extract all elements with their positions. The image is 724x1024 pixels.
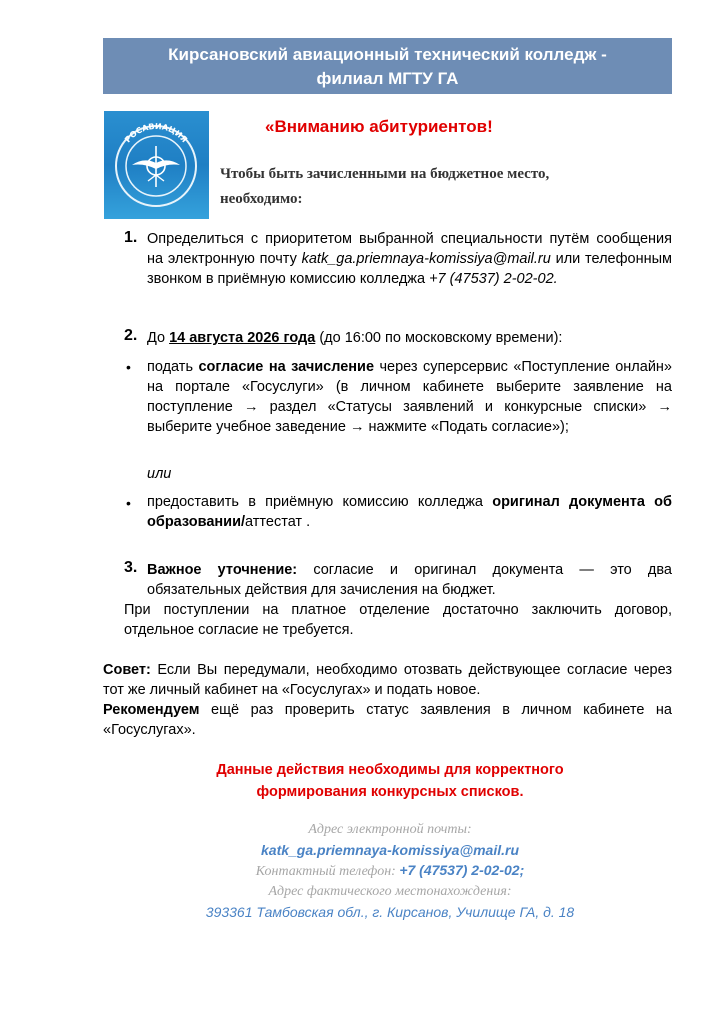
step1-text: Определиться с приоритетом выбранной специальности путём сообщения на электронную почту katk_ga.priemnaya-komissiya@mail.ru или телефонным звонком в приёмную комиссию колледжа +7 (47537) 2-02-02. [147,231,673,287]
bullet-1-text: подать согласие на зачисление через суперсервис «Поступление онлайн» на портале «Госуслуги» (в личном кабинете выберите заявление на поступление → раздел «Статусы заявлений и конкурсные списки» → выберите учебное заведение → нажмите «Подать согласие»); [147,359,672,435]
contact-address: 393361 Тамбовская обл., г. Кирсанов, Училище ГА, д. 18 [205,904,575,920]
logo-arc-text: РОСАВИАЦИЯ [123,121,189,145]
emblem-icon [104,111,209,219]
contact-email[interactable]: katk_ga.priemnaya-komissiya@mail.ru [261,842,519,858]
header-banner [103,38,672,94]
original-document-term: оригинал документа об образовании/ [147,494,672,530]
or-text: или [147,466,172,482]
step3-text: Важное уточнение: согласие и оригинал документа — это два обязательных действия для зачисления на бюджет. [147,562,672,598]
phone-label: Контактный телефон: [255,864,400,879]
step1-number: 1. [124,229,138,246]
recommend-text: Рекомендуем ещё раз проверить статус заявления в личном кабинете на «Госуслугах». [103,702,672,738]
bullet-2-text: предоставить в приёмную комиссию колледжа оригинал документа об образовании/аттестат . [147,494,672,530]
bullet-1-marker: • [126,359,131,375]
svg-text:· · · · · · · · · · · · · · ·: · · · · · · · · · · · · · · · · · [130,185,182,200]
important-clarification: Важное уточнение: [147,562,298,578]
step2-number: 2. [124,327,138,344]
step1-email: katk_ga.priemnaya-komissiya@mail.ru [301,251,551,267]
deadline-date: 14 августа 2026 года [169,330,316,346]
intro-text: Чтобы быть зачисленными на бюджетное место, необходимо: [220,166,550,207]
step3-number: 3. [124,559,138,576]
contact-phone[interactable]: +7 (47537) 2-02-02; [399,862,525,878]
consent-term: согласие на зачисление [198,359,375,375]
email-label: Адрес электронной почты: [308,822,472,837]
header-line1: Кирсановский авиационный технический колледж - [168,45,607,64]
address-label: Адрес фактического местонахождения: [268,884,512,899]
attention-heading: «Вниманию абитуриентов! [265,117,493,136]
important-note: Данные действия необходимы для корректного формирования конкурсных списков. [216,762,564,800]
header-line2: филиал МГТУ ГА [316,69,459,88]
paid-department-note: При поступлении на платное отделение достаточно заключить договор, отдельное согласие не требуется. [124,602,672,638]
rosaviatsiya-logo [104,111,209,219]
step2-text: До 14 августа 2026 года (до 16:00 по московскому времени): [147,330,563,346]
contacts-block [180,820,600,922]
step1-phone: +7 (47537) 2-02-02. [429,271,558,287]
bullet-2-marker: • [126,495,131,511]
advice-text: Совет: Если Вы передумали, необходимо отозвать действующее согласие через тот же личный кабинет на «Госуслугах» и подать новое. [103,662,672,698]
